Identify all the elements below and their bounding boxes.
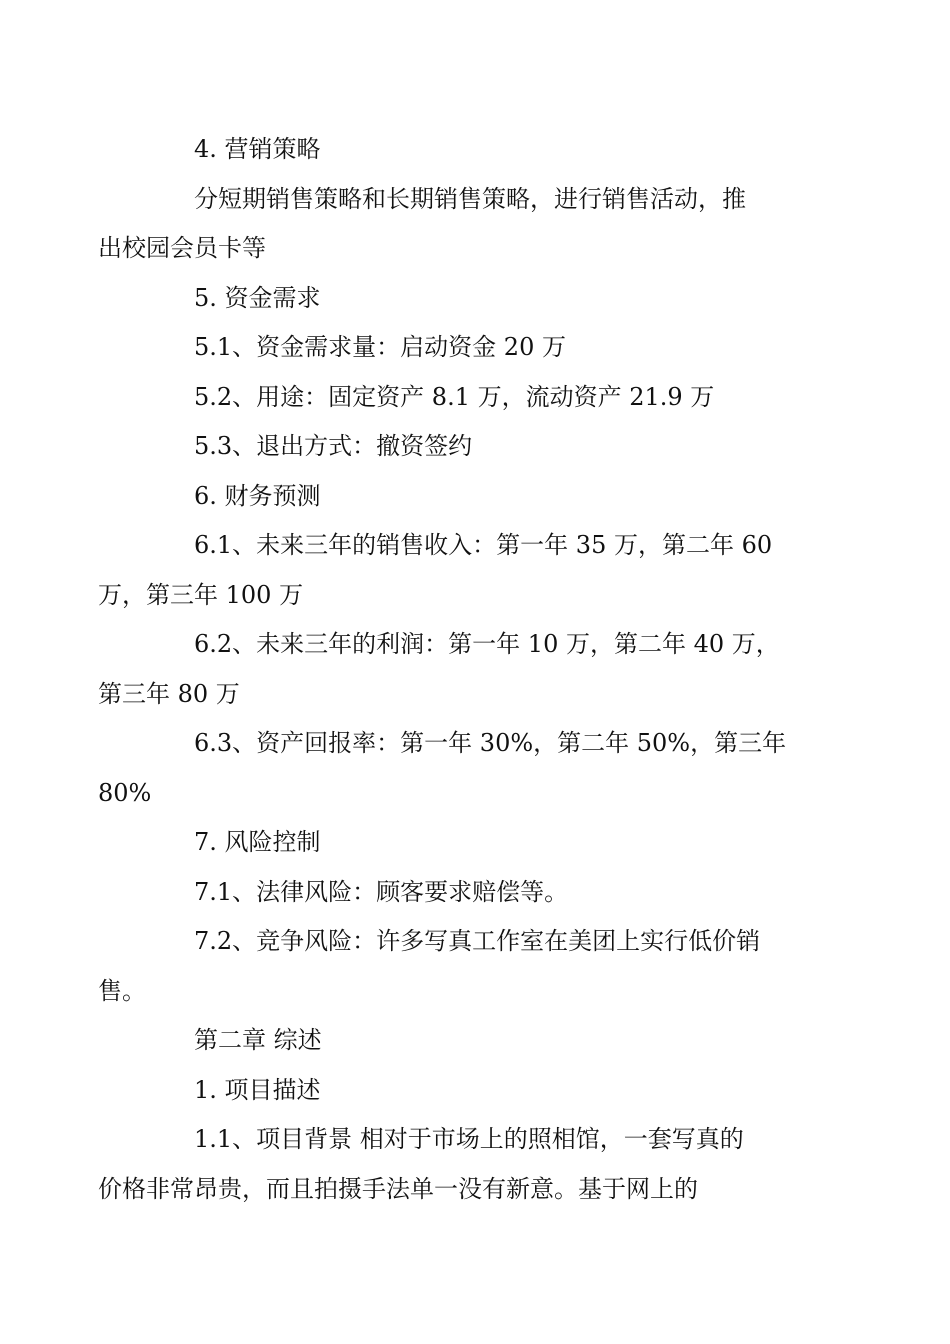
text-line: 出校园会员卡等 xyxy=(98,234,266,262)
item-sales-revenue xyxy=(98,521,806,620)
text-line: 7. 风险控制 xyxy=(194,828,321,856)
text-line: 第三年 80 万 xyxy=(98,679,240,708)
text-line: 1. 项目描述 xyxy=(194,1075,321,1104)
text-line: 万，第三年 100 万 xyxy=(98,580,304,609)
text-line: 6.2、未来三年的利润：第一年 10 万，第二年 40 万， xyxy=(194,630,780,658)
text-line: 第二章 综述 xyxy=(194,1026,322,1054)
text-line: 5.3、退出方式：撤资签约 xyxy=(194,432,473,460)
heading-project-description xyxy=(146,1066,806,1116)
text-line: 1.1、项目背景 相对于市场上的照相馆，一套写真的 xyxy=(194,1125,744,1153)
item-profit xyxy=(98,620,806,719)
text-line: 7.1、法律风险：顾客要求赔偿等。 xyxy=(194,877,569,906)
text-line: 6. 财务预测 xyxy=(194,481,321,510)
paragraph-marketing-detail xyxy=(98,175,806,274)
item-legal-risk xyxy=(146,868,806,918)
text-line: 6.1、未来三年的销售收入：第一年 35 万，第二年 60 xyxy=(194,531,773,559)
text-line: 5. 资金需求 xyxy=(194,283,321,312)
text-line: 5.1、资金需求量：启动资金 20 万 xyxy=(194,333,566,361)
document-page xyxy=(98,125,806,1214)
item-funding-usage xyxy=(146,373,806,423)
chapter-title xyxy=(146,1016,806,1066)
item-competition-risk xyxy=(98,917,806,1016)
text-line: 6.3、资产回报率：第一年 30%，第二年 50%，第三年 xyxy=(194,729,787,757)
text-line: 5.2、用途：固定资产 8.1 万，流动资产 21.9 万 xyxy=(194,382,715,411)
text-line: 80% xyxy=(98,778,152,807)
text-line: 售。 xyxy=(98,976,146,1005)
text-line: 7.2、竞争风险：许多写真工作室在美团上实行低价销 xyxy=(194,927,761,955)
item-return-rate xyxy=(98,719,806,818)
item-exit-method xyxy=(146,422,806,472)
item-funding-amount xyxy=(146,323,806,373)
heading-funding-needs xyxy=(146,274,806,324)
text-line: 4. 营销策略 xyxy=(194,135,321,163)
text-line: 分短期销售策略和长期销售策略，进行销售活动，推 xyxy=(194,184,746,213)
heading-financial-forecast xyxy=(146,472,806,522)
heading-marketing-strategy xyxy=(146,125,806,175)
item-project-background xyxy=(98,1115,806,1214)
text-line: 价格非常昂贵，而且拍摄手法单一没有新意。基于网上的 xyxy=(98,1174,698,1203)
heading-risk-control xyxy=(146,818,806,868)
